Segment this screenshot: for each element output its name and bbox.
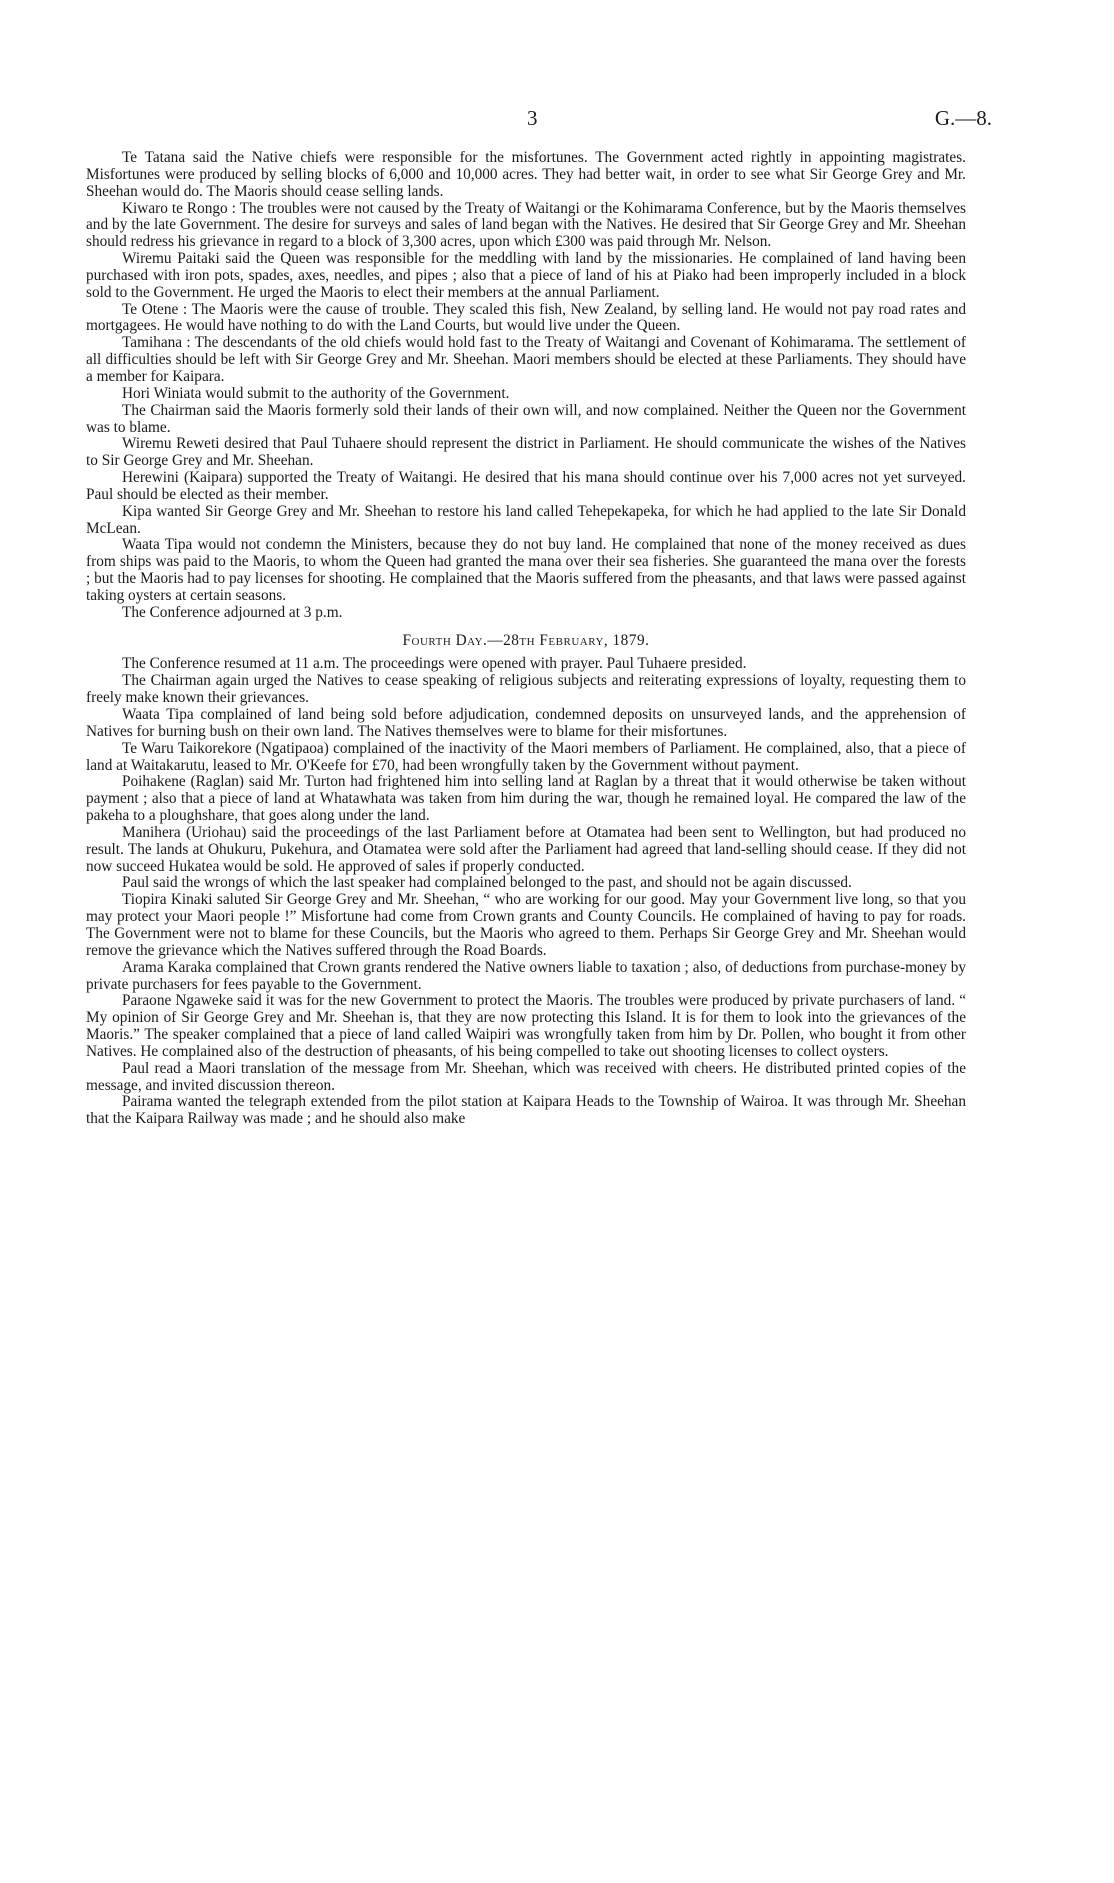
paragraph-paul-read: Paul read a Maori translation of the message from Mr. Sheehan, which was received with cheers. He distributed printed copies of the message, and invited discussion thereon. (86, 1059, 966, 1094)
paragraph-waata-tipa-complained: Waata Tipa complained of land being sold before adjudication, condemned deposits on unsurveyed lands, and the apprehension of Natives for burning bush on their own land. The Natives themselves were to blame for their misfortunes. (86, 706, 966, 740)
paragraph-waata-tipa: Waata Tipa would not condemn the Ministers, because they do not buy land. He complained that none of the money received as dues from ships was paid to the Maoris, to whom the Queen had granted the mana over their sea fisheries. She guaranteed the mana over the forests ; but the Maoris had to pay licenses for shooting. He complained that the Maoris suffered from the pheasants, and that laws were passed against taking oysters at certain seasons. (86, 536, 966, 604)
paragraph-conference-resumed: The Conference resumed at 11 a.m. The proceedings were opened with prayer. Paul Tuhaere presided. (122, 655, 747, 673)
paragraph-poihakene: Poihakene (Raglan) said Mr. Turton had frightened him into selling land at Raglan by a threat that it would otherwise be taken without payment ; also that a piece of land at Whatawhata was taken from him during the war, though he remained loyal. He compared the law of the pakeha to a ploughshare, that goes along under the land. (86, 773, 966, 825)
paragraph-te-otene: Te Otene : The Maoris were the cause of trouble. They scaled this fish, New Zealand, by selling land. He would not pay road rates and mortgagees. He would have nothing to do with the Land Courts, but would live under the Queen. (86, 300, 966, 335)
paragraph-manihera: Manihera (Uriohau) said the proceedings of the last Parliament before at Otamatea had been sent to Wellington, but had produced no result. The lands at Ohukuru, Pukehura, and Otamatea were sold after the Parliament had agreed that land-selling should cease. If they did not now succeed Hukatea would be sold. He approved of sales if properly conducted. (86, 823, 966, 875)
paragraph-chairman: The Chairman said the Maoris formerly sold their lands of their own will, and now complained. Neither the Queen nor the Government was to blame. (86, 401, 966, 436)
paragraph-tiopira-kinaki: Tiopira Kinaki saluted Sir George Grey and Mr. Sheehan, “ who are working for our good. May your Government live long, so that you may protect your Maori people !” Misfortune had come from Crown grants and County Councils. He complained of having to pay for roads. The Government were not to blame for these Councils, but the Maoris who agreed to them. Perhaps Sir George Grey and Mr. Sheehan would remove the grievance which the Natives suffered through the Road Boards. (86, 891, 966, 959)
paragraph-adjourned: The Conference adjourned at 3 p.m. (122, 603, 343, 621)
paragraph-kipa: Kipa wanted Sir George Grey and Mr. Sheehan to restore his land called Tehepekapeka, for which he had applied to the late Sir Donald McLean. (86, 502, 966, 537)
paragraph-pairama: Pairama wanted the telegraph extended from the pilot station at Kaipara Heads to the Township of Wairoa. It was through Mr. Sheehan that the Kaipara Railway was made ; and he should also make (86, 1093, 966, 1128)
paragraph-herewini: Herewini (Kaipara) supported the Treaty of Waitangi. He desired that his mana should continue over his 7,000 acres not yet surveyed. Paul should be elected as their member. (86, 469, 966, 503)
page-number: 3 (527, 106, 538, 130)
paragraph-paraone-ngaweke: Paraone Ngaweke said it was for the new Government to protect the Maoris. The troubles were produced by private purchasers of land. “ My opinion of Sir George Grey and Mr. Sheehan is, that they are now protecting this Island. It is for them to look into the grievances of the Maoris.” The speaker complained that a piece of land called Waipiri was wrongfully taken from him by Dr. Pollen, who bought it from other Natives. He complained also of the destruction of pheasants, of his being compelled to take out shooting licenses to collect oysters. (86, 992, 966, 1060)
paragraph-wiremu-reweti: Wiremu Reweti desired that Paul Tuhaere should represent the district in Parliament. He should communicate the wishes of the Natives to Sir George Grey and Mr. Sheehan. (86, 435, 966, 470)
paragraph-te-waru: Te Waru Taikorekore (Ngatipaoa) complained of the inactivity of the Maori members of Parliament. He complained, also, that a piece of land at Waitakarutu, leased to Mr. O'Keefe for £70, had been wrongfully taken by the Government without payment. (86, 739, 966, 774)
section-heading-fourth-day: Fourth Day.—28th February, 1879. (402, 631, 650, 649)
paragraph-tamihana: Tamihana : The descendants of the old chiefs would hold fast to the Treaty of Waitangi and Covenant of Kohimarama. The settlement of all difficulties should be left with Sir George Grey and Mr. Sheehan. Maori members should be elected at these Parliaments. They should have a member for Kaipara. (86, 334, 966, 385)
paragraph-paul-wrongs: Paul said the wrongs of which the last speaker had complained belonged to the past, and should not be again discussed. (122, 874, 852, 892)
paragraph-kiwaro-te-rongo: Kiwaro te Rongo : The troubles were not caused by the Treaty of Waitangi or the Kohimarama Conference, but by the Maoris themselves and by the late Government. The desire for surveys and sales of land began with the Natives. He desired that Sir George Grey and Mr. Sheehan should redress his grievance in regard to a block of 3,300 acres, upon which £300 was paid through Mr. Nelson. (86, 199, 966, 251)
paragraph-arama-karaka: Arama Karaka complained that Crown grants rendered the Native owners liable to taxation ; also, of deductions from purchase-money by private purchasers for fees payable to the Government. (86, 958, 966, 993)
document-code: G.—8. (934, 106, 992, 130)
paragraph-hori-winiata: Hori Winiata would submit to the authority of the Government. (122, 384, 510, 402)
paragraph-chairman-urged: The Chairman again urged the Natives to cease speaking of religious subjects and reiterating expressions of loyalty, requesting them to freely make known their grievances. (86, 672, 966, 707)
paragraph-wiremu-paitaki: Wiremu Paitaki said the Queen was responsible for the meddling with land by the missionaries. He complained of land having been purchased with iron pots, spades, axes, needles, and pipes ; also that a piece of land of his at Piako had been improperly included in a block sold to the Government. He urged the Maoris to elect their members at the annual Parliament. (86, 250, 966, 301)
body-text (86, 150, 966, 1128)
paragraph-te-tatana: Te Tatana said the Native chiefs were responsible for the misfortunes. The Government acted rightly in appointing magistrates. Misfortunes were produced by selling blocks of 6,000 and 10,000 acres. They had better wait, in order to see what Sir George Grey and Mr. Sheehan would do. The Maoris should cease selling lands. (86, 149, 966, 200)
